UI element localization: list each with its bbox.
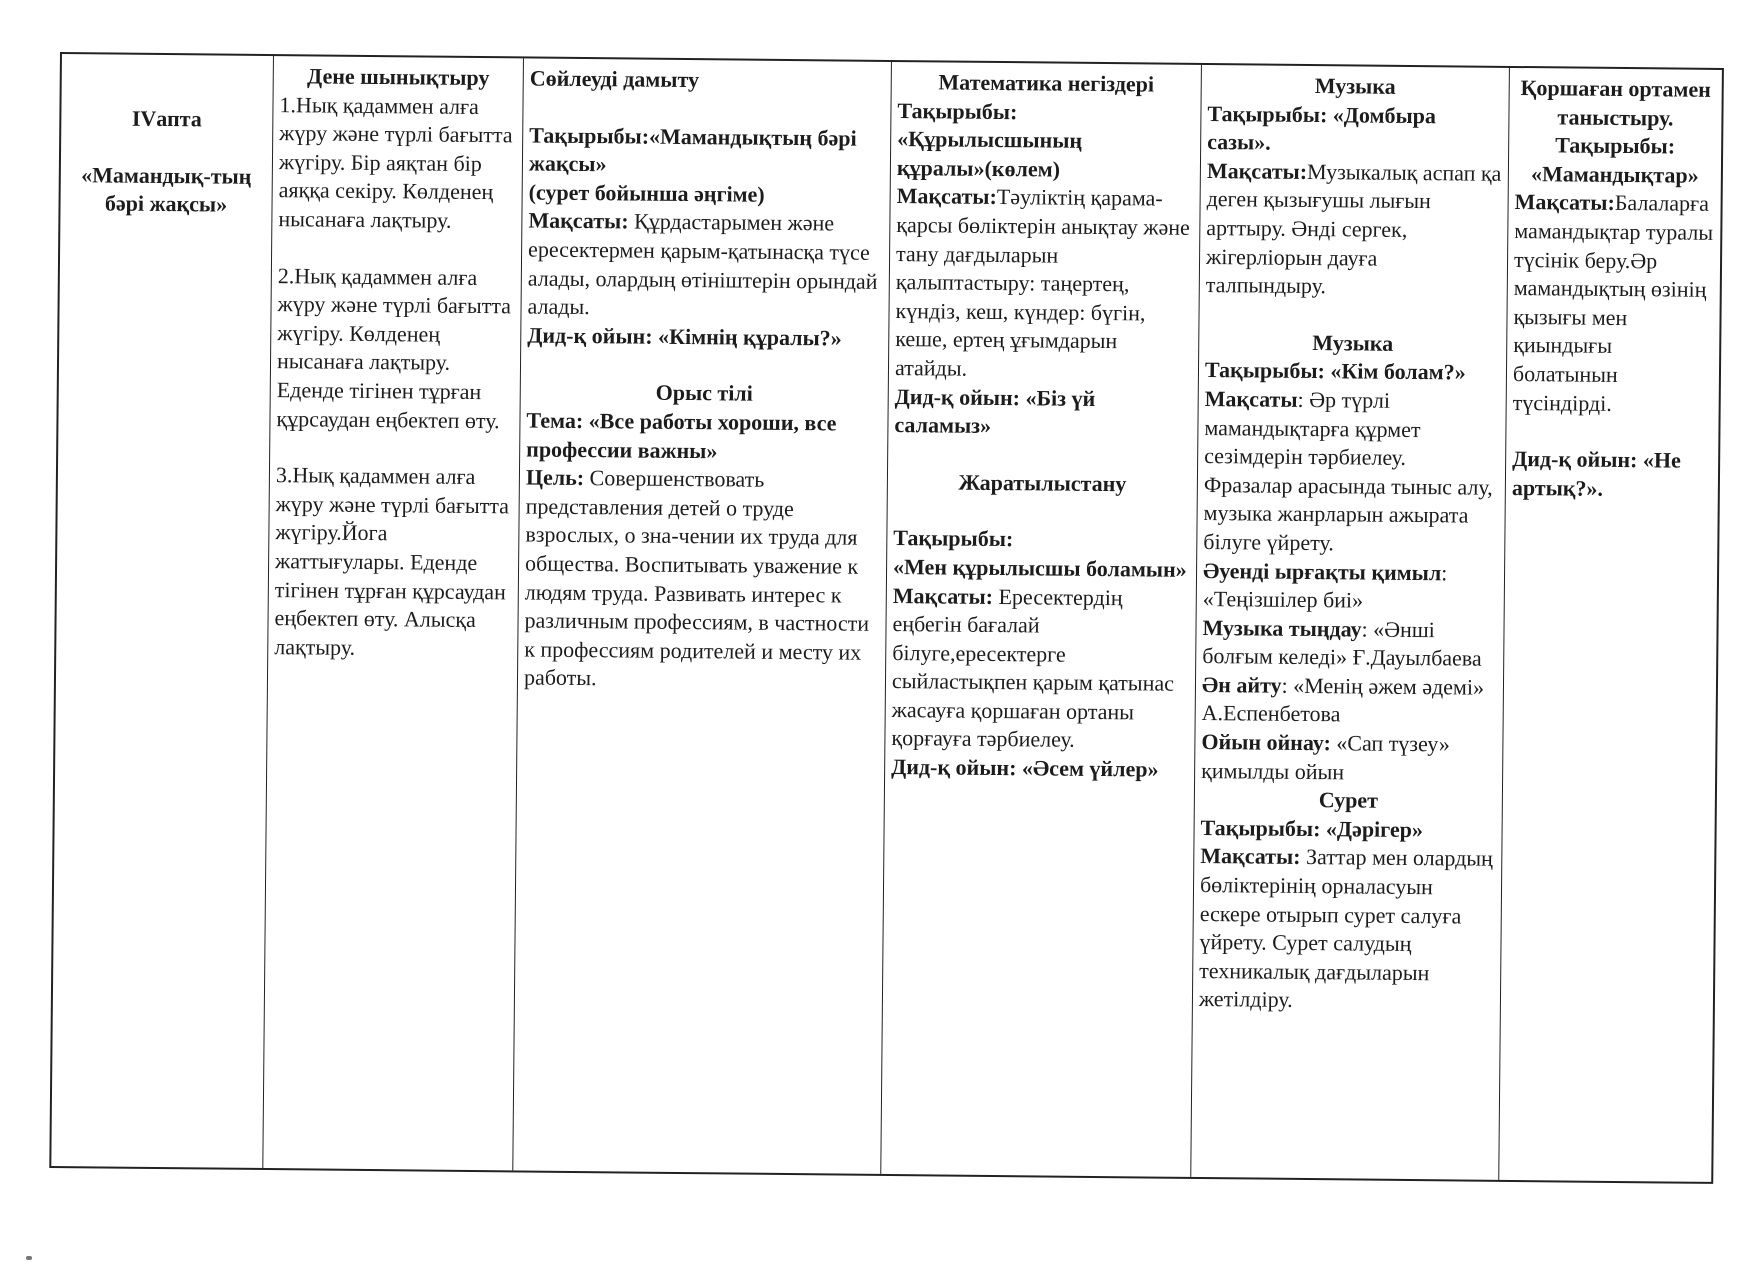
art-topic: Тақырыбы: «Дәрігер» — [1200, 814, 1424, 842]
pe-cell — [263, 56, 524, 1170]
speech-goal-text: Құрдастарымен және ересектермен қарым-қатынасқа түсе алады, олардың өтініштерін орындай алады. — [527, 208, 878, 320]
pe-heading: Дене шынықтыру — [306, 63, 490, 91]
pe-paragraph-2: 2.Нық қадаммен алға жүру және түрлі бағытта жүгіру. Көлденең нысанаға лақтыру. Еденде тігінен тұрған құрсаудан еңбектеп өту. — [276, 262, 512, 433]
music2-play-label: Ойын ойнау: — [1201, 729, 1331, 756]
music-cell — [1191, 65, 1510, 1180]
music2-dance-label: Әуенді ырғақты қимыл — [1202, 557, 1442, 585]
nature-game: Дид-қ ойын: «Әсем үйлер» — [891, 754, 1159, 782]
environment-topic: Тақырыбы: «Мамандықтар» — [1530, 132, 1699, 188]
music-topic: Тақырыбы: «Домбыра сазы». — [1207, 100, 1437, 155]
environment-goal — [1513, 188, 1715, 419]
music-goal — [1206, 157, 1502, 303]
russian-goal-label: Цель: — [525, 464, 585, 491]
music2-goal-label: Мақсаты — [1204, 385, 1298, 412]
russian-goal-text: Совершенствовать представления детей о труде взрослых, о зна-чении их труда для общества. Воспитывать уважение к людям труда. Развивать интерес к различным профессиям, в частности к профессиям родителей и месту их работы. — [523, 465, 870, 691]
math-heading: Математика негіздері — [938, 69, 1155, 97]
russian-goal — [524, 464, 881, 696]
week-cell — [51, 54, 274, 1168]
music-goal-label: Мақсаты: — [1206, 157, 1308, 184]
music2-listen-text: : «Әнші болғым келеді» Ғ.Дауылбаева — [1202, 616, 1482, 671]
math-goal-text: Тәуліктің қарама-қарсы бөліктерін анықтау және тану дағдыларын қалыптастыру: таңертең, күндіз, кеш, күндер: бүгін, кеше, ертең ұғымдарын атайды. — [894, 184, 1190, 381]
nature-goal-label: Мақсаты: — [892, 582, 994, 609]
russian-topic: Тема: «Все работы хороши, все профессии важны» — [526, 407, 837, 463]
math-goal-label: Мақсаты: — [896, 183, 997, 210]
speech-heading: Сөйлеуді дамыту — [529, 65, 700, 93]
music2-goal — [1203, 385, 1500, 559]
music2-heading: Музыка — [1312, 329, 1394, 356]
environment-game: Дид-қ ойын: «Не артық?». — [1511, 446, 1681, 501]
music-heading: Музыка — [1314, 73, 1396, 99]
speech-topic-note: (сурет бойынша әңгіме) — [528, 179, 765, 207]
russian-heading: Орыс тілі — [655, 380, 753, 407]
weekly-plan-table — [49, 52, 1724, 1184]
speech-goal — [527, 207, 883, 325]
art-goal-label: Мақсаты: — [1200, 843, 1301, 870]
music2-play — [1201, 728, 1497, 788]
music2-dance-text: : «Теңізшілер биі» — [1202, 559, 1448, 613]
pe-paragraph-3: 3.Нық қадаммен алға жүру және түрлі бағытта жүгіру.Йога жаттығулары. Еденде тігінен тұрған құрсаудан еңбектеп өту. Алысқа лақтыру. — [274, 462, 510, 660]
music2-dance — [1203, 556, 1499, 616]
art-goal — [1199, 842, 1496, 1016]
week-theme: «Мамандық-тың бәрі жақсы» — [81, 161, 252, 217]
environment-heading: Қоршаған ортамен таныстыру. — [1520, 75, 1712, 131]
week-label: IVапта — [131, 105, 202, 132]
music2-listen — [1202, 614, 1498, 674]
music2-listen-label: Музыка тыңдау — [1202, 614, 1362, 642]
art-heading: Сурет — [1318, 787, 1379, 813]
nature-topic: «Мен құрылысшы боламын» — [892, 553, 1187, 582]
pe-paragraph-1: 1.Нық қадаммен алға жүру және түрлі бағытта жүгіру. Бір аяқтан бір аяққа секіру. Көлденең нысанаға лақтыру. — [278, 91, 513, 233]
nature-topic-label: Тақырыбы: — [893, 525, 1014, 552]
math-game: Дид-қ ойын: «Біз үй саламыз» — [894, 383, 1096, 439]
music2-play-text: «Сап түзеу» қимылды ойын — [1201, 730, 1450, 785]
music-goal-text: Музыкалық аспап қа деген қызығушы лығын арттыру. Әнді сергек, жігерліорын дауға талпындыру. — [1205, 158, 1502, 299]
speech-game: Дид-қ ойын: «Кімнің құралы?» — [527, 322, 842, 351]
music2-sing-text: : «Менің әжем әдемі» А.Еспенбетова — [1201, 672, 1485, 727]
nature-goal — [891, 582, 1190, 756]
environment-cell — [1499, 68, 1722, 1182]
math-topic: Тақырыбы: «Құрылысшының құралы»(көлем) — [896, 97, 1083, 182]
music2-topic: Тақырыбы: «Кім болам?» — [1204, 357, 1466, 385]
environment-goal-text: Балаларға мамандықтар туралы түсінік беру.Әр мамандықтың өзінің қызығы мен қиындығы болатынын түсіндірді. — [1512, 190, 1714, 416]
music2-sing — [1202, 671, 1498, 731]
environment-goal-label: Мақсаты: — [1514, 189, 1615, 216]
math-cell — [881, 62, 1202, 1177]
music2-goal-text: : Әр түрлі мамандықтарға құрмет сезімдерін тәрбиелеу. Фразалар арасында тыныс алу, музыка жанрларын ажырата білуге үйрету. — [1203, 386, 1493, 556]
math-goal — [895, 182, 1194, 385]
nature-goal-text: Ересектердің еңбегін бағалай білуге,ересектерге сыйластықпен қарым қатынас жасауға қоршаған ортаны қорғауға тәрбиелеу. — [891, 583, 1175, 753]
speech-topic: Тақырыбы:«Мамандықтың бәрі жақсы» — [528, 122, 857, 177]
nature-heading: Жаратылыстану — [958, 469, 1127, 496]
speech-goal-label: Мақсаты: — [528, 207, 629, 234]
scan-speck — [26, 1256, 32, 1260]
art-goal-text: Заттар мен олардың бөліктерінің орналасуын ескере отырып сурет салуға үйрету. Сурет салудың техникалық дағдыларын жетілдіру. — [1198, 844, 1494, 1013]
music2-sing-label: Ән айту — [1201, 671, 1282, 698]
speech-cell — [513, 58, 892, 1173]
